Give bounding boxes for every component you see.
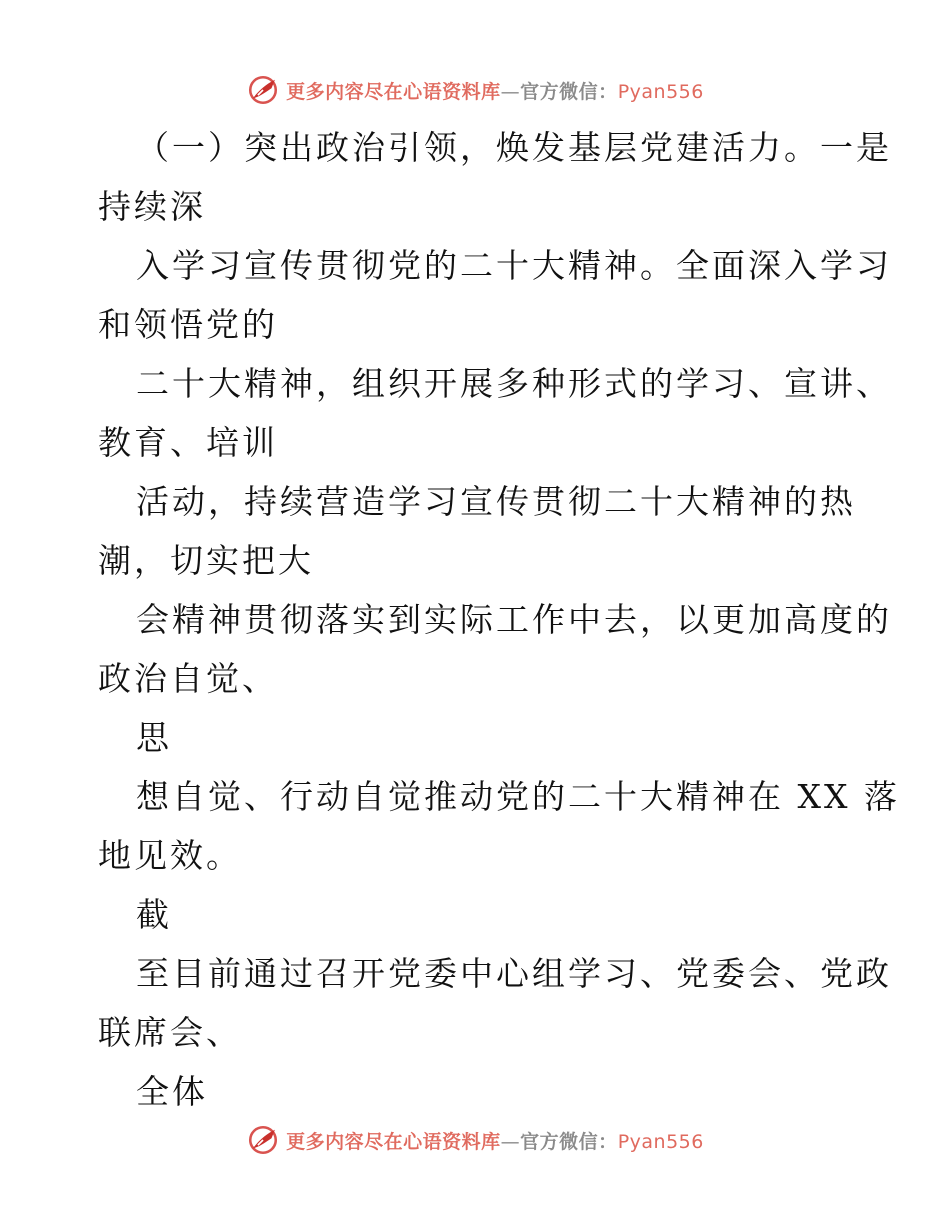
paragraph-line: 截 [136,895,172,934]
paragraph-line: （一）突出政治引领，焕发基层党建活力。一是 [136,128,892,167]
banner-wechat-id: Pyan556 [617,80,704,103]
banner-text [286,77,704,104]
document-body [98,118,900,1121]
paragraph-line: 至目前通过召开党委中心组学习、党委会、党政 [136,954,892,993]
banner-dash: — [500,80,521,103]
paragraph-line: 潮，切实把大 [98,541,314,580]
banner-dash: — [500,1130,521,1153]
banner-wechat-label: 官方微信： [520,1130,618,1153]
paragraph-line: 和领悟党的 [98,305,278,344]
paragraph-line: 全体 [136,1072,208,1111]
paragraph-line: 教育、培训 [98,423,278,462]
banner-wechat-id: Pyan556 [617,1130,704,1153]
footer-banner [0,1120,950,1160]
header-banner [0,70,950,110]
banner-main-text: 更多内容尽在心语资料库 [286,1130,501,1153]
paragraph-line: 联席会、 [98,1013,242,1052]
banner-text [286,1127,704,1154]
paragraph-line: 思 [136,718,172,757]
paragraph-line: 政治自觉、 [98,659,278,698]
paragraph-line: 地见效。 [98,836,242,875]
paragraph-line: 持续深 [98,187,206,226]
paragraph-line: 入学习宣传贯彻党的二十大精神。全面深入学习 [136,246,892,285]
banner-wechat-label: 官方微信： [520,80,618,103]
paragraph-line: 想自觉、行动自觉推动党的二十大精神在 XX 落 [136,777,900,816]
paragraph-line: 活动，持续营造学习宣传贯彻二十大精神的热 [136,482,856,521]
paragraph-line: 会精神贯彻落实到实际工作中去，以更加高度的 [136,600,892,639]
pen-nib-logo-icon [246,1123,280,1157]
pen-nib-logo-icon [246,73,280,107]
paragraph-line: 二十大精神，组织开展多种形式的学习、宣讲、 [136,364,892,403]
banner-main-text: 更多内容尽在心语资料库 [286,80,501,103]
